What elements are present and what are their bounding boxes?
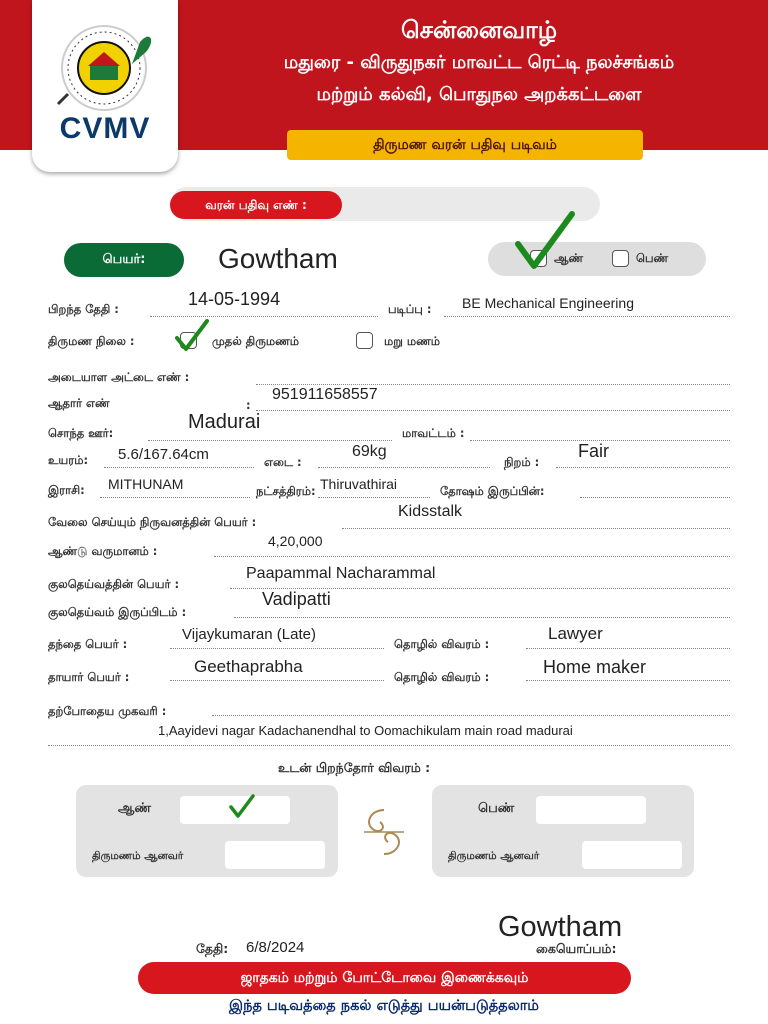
header-line-2: மதுரை - விருதுநகர் மாவட்ட ரெட்டி நலச்சங்கம் [283,52,675,73]
company-label: வேலை செய்யும் நிருவனத்தின் பெயர் : [48,515,257,529]
father-job-label: தொழில் விவரம் : [394,637,490,651]
father-job-value[interactable]: Lawyer [548,624,603,643]
mother-job-value[interactable]: Home maker [543,657,647,677]
district-label: மாவட்டம் : [402,426,465,440]
height-value[interactable]: 5.6/167.64cm [118,446,209,463]
name-value[interactable]: Gowtham [218,243,338,274]
dob-value[interactable]: 14-05-1994 [188,289,281,309]
rasi-value[interactable]: MITHUNAM [108,476,184,492]
star-label: நட்சத்திரம்: [256,484,316,498]
income-label: ஆண்டு வருமானம் : [48,544,158,558]
address-label: தற்போதைய முகவரி : [48,704,167,718]
brothers-married-input[interactable] [225,841,325,869]
mother-value[interactable]: Geethaprabha [194,657,303,676]
date-value[interactable]: 6/8/2024 [246,939,305,956]
company-value[interactable]: Kidsstalk [398,503,463,520]
father-label: தந்தை பெயர் : [48,637,128,651]
brothers-married-label: திருமணம் ஆனவர் [92,850,184,862]
native-value[interactable]: Madurai [188,411,261,433]
name-label: பெயர்: [64,243,184,277]
marital-label: திருமண நிலை : [48,334,135,348]
sisters-married-label: திருமணம் ஆனவர் [448,850,540,862]
complexion-label: நிறம் : [504,455,540,469]
header-line-1: சென்னைவாழ் [400,16,558,44]
copy-note: இந்த படிவத்தை நகல் எடுத்து பயன்படுத்தலாம் [229,998,539,1014]
remarriage-checkbox[interactable] [356,332,373,349]
header-line-3: மற்றும் கல்வி, பொதுநல அறக்கட்டளை [316,84,642,105]
brothers-check-icon [228,792,256,820]
registration-label: வரன் பதிவு எண் : [170,191,342,219]
rasi-label: இராசி: [48,483,85,497]
signature-label: கையொப்பம்: [536,941,617,956]
complexion-value[interactable]: Fair [578,441,609,461]
ornament-icon [356,800,412,864]
dosham-label: தோஷம் இருப்பின்: [440,484,545,498]
date-label: தேதி: [196,941,229,956]
weight-label: எடை : [264,455,302,469]
form-title: திருமண வரன் பதிவு படிவம் [287,130,643,160]
height-label: உயரம்: [48,453,89,467]
education-label: படிப்பு : [388,302,432,316]
star-value[interactable]: Thiruvathirai [320,476,398,492]
education-value[interactable]: BE Mechanical Engineering [462,295,634,311]
female-checkbox[interactable] [612,250,629,267]
signature-value[interactable]: Gowtham [498,911,623,943]
deity-place-label: குலதெய்வம் இருப்பிடம் : [48,605,187,619]
sisters-married-input[interactable] [582,841,682,869]
aadhar-value[interactable]: 951911658557 [272,386,378,403]
logo-text: CVMV [59,112,151,145]
income-value[interactable]: 4,20,000 [268,533,323,549]
deity-place-value[interactable]: Vadipatti [262,589,331,609]
sisters-count-input[interactable] [536,796,646,824]
father-value[interactable]: Vijaykumaran (Late) [182,626,316,643]
first-marriage-check-icon [174,318,210,354]
male-check-icon [514,210,576,272]
weight-value[interactable]: 69kg [352,443,387,460]
sisters-label: பெண் [478,801,515,816]
brothers-label: ஆண் [118,801,151,816]
attach-note: ஜாதகம் மற்றும் போட்டோவை இணைக்கவும் [138,962,631,994]
siblings-title: உடன் பிறந்தோர் விவரம் : [278,760,431,775]
male-label: ஆண் [554,251,584,265]
deity-label: குலதெய்வத்தின் பெயர் : [48,577,180,591]
remarriage-label: மறு மணம் [384,334,441,348]
female-label: பெண் [636,251,669,265]
id-card-label: அடையாள அட்டை எண் : [48,370,190,384]
mother-job-label: தொழில் விவரம் : [394,670,490,684]
aadhar-label: ஆதார் எண் [48,396,110,410]
mother-label: தாயார் பெயர் : [48,670,130,684]
first-marriage-label: முதல் திருமணம் [212,334,300,348]
native-label: சொந்த ஊர்: [48,426,114,440]
logo [32,0,178,172]
address-value[interactable]: 1,Aayidevi nagar Kadachanendhal to Oomachikulam main road madurai [158,723,573,738]
dob-label: பிறந்த தேதி : [48,302,119,316]
logo-emblem-icon [32,0,178,172]
deity-value[interactable]: Paapammal Nacharammal [246,565,436,582]
